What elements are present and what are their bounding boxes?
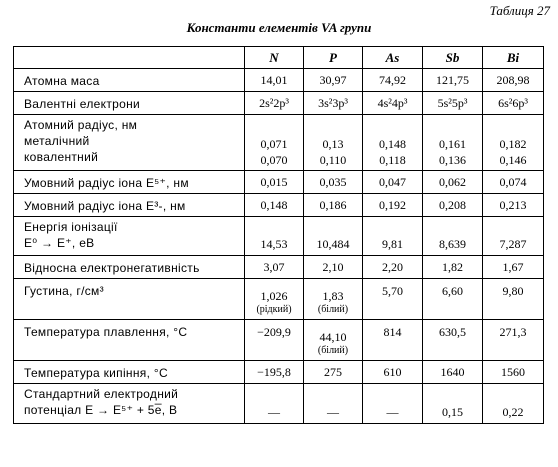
value-text: 8,639 — [439, 237, 466, 251]
row-label — [14, 171, 245, 194]
value-text: 5s²5p³ — [437, 96, 468, 110]
value-text: 0,161 0,136 — [439, 137, 466, 167]
value-text: 0,186 — [319, 198, 347, 212]
value-note: (рідкий) — [256, 304, 292, 315]
value-text: 630,5 — [439, 325, 466, 339]
value-text: 0,015 — [260, 175, 288, 189]
value-text: 0,035 — [319, 175, 347, 189]
value-cell — [423, 217, 483, 256]
value-cell — [363, 69, 423, 92]
value-cell — [363, 92, 423, 115]
row-label-line: ковалентний — [24, 150, 99, 164]
value-cell — [423, 279, 483, 320]
row-label — [14, 92, 245, 115]
value-text: 0,062 — [439, 175, 466, 189]
value-text: 3s²3p³ — [318, 96, 348, 110]
row-label — [14, 279, 245, 320]
value-cell — [423, 194, 483, 217]
value-text: 1,026 — [260, 289, 288, 303]
row-label — [14, 217, 245, 256]
row-label — [14, 115, 245, 171]
row-label — [14, 384, 245, 424]
value-text: 9,80 — [502, 284, 524, 298]
row-label-line: потенціал E → E⁵⁺ + 5e̅, B — [24, 403, 178, 417]
value-text: 74,92 — [379, 73, 406, 87]
value-text: 6,60 — [442, 284, 463, 298]
value-text: 0,148 0,118 — [379, 137, 406, 167]
value-cell — [363, 115, 423, 171]
table-row — [14, 320, 544, 361]
row-label — [14, 320, 245, 361]
value-cell — [483, 69, 544, 92]
value-cell — [483, 115, 544, 171]
value-cell — [245, 92, 304, 115]
value-cell — [423, 115, 483, 171]
row-label-line: Умовний радіус іона E³-, нм — [24, 199, 186, 213]
value-text: 208,98 — [496, 73, 530, 87]
value-cell — [245, 361, 304, 384]
value-text: 2,20 — [382, 260, 403, 274]
value-cell — [304, 194, 363, 217]
row-label-line: металічний — [24, 134, 90, 148]
value-text: 0,22 — [502, 405, 524, 419]
table-row — [14, 217, 544, 256]
value-cell — [304, 256, 363, 279]
value-cell — [483, 171, 544, 194]
value-cell — [363, 256, 423, 279]
header-element: Sb — [423, 47, 483, 69]
table-row — [14, 115, 544, 171]
row-label-line: Атомна маса — [24, 74, 100, 88]
value-text: 0,047 — [379, 175, 406, 189]
value-text: 271,3 — [499, 325, 527, 339]
value-text: 1,67 — [502, 260, 524, 274]
value-text: 0,182 0,146 — [499, 137, 527, 167]
row-label — [14, 69, 245, 92]
value-text: — — [268, 405, 280, 419]
value-cell — [423, 320, 483, 361]
row-label-line: Умовний радіус іона E⁵⁺, нм — [24, 176, 189, 190]
value-cell — [245, 279, 304, 320]
value-text: 1,83 — [322, 289, 344, 303]
value-text: 121,75 — [436, 73, 469, 87]
value-text: 3,07 — [263, 260, 285, 274]
table-row — [14, 92, 544, 115]
row-label — [14, 361, 245, 384]
value-text: 2s²2p³ — [259, 96, 289, 110]
value-text: 14,01 — [260, 73, 288, 87]
table-row — [14, 69, 544, 92]
table-row — [14, 256, 544, 279]
table-number: Таблиця 27 — [489, 3, 550, 18]
row-label — [14, 256, 245, 279]
value-text: 0,074 — [499, 175, 527, 189]
row-label-line: Енергія іонізації — [24, 220, 118, 234]
value-cell — [363, 384, 423, 424]
header-element: As — [363, 47, 423, 69]
value-cell — [304, 384, 363, 424]
value-cell — [483, 279, 544, 320]
value-cell — [304, 217, 363, 256]
value-text: 4s²4p³ — [377, 96, 408, 110]
value-text: −195,8 — [257, 365, 291, 379]
value-text: 1560 — [501, 365, 525, 379]
row-label — [14, 194, 245, 217]
value-cell — [423, 361, 483, 384]
header-element: N — [245, 47, 304, 69]
value-cell — [363, 194, 423, 217]
value-text: — — [386, 405, 399, 419]
value-cell — [304, 361, 363, 384]
table-body — [14, 69, 544, 424]
row-label-line: Відносна електронегативність — [24, 261, 200, 275]
table-row — [14, 361, 544, 384]
value-text: 0,071 0,070 — [260, 137, 288, 167]
value-cell — [304, 69, 363, 92]
value-cell — [245, 115, 304, 171]
row-label-line: Густина, г/см³ — [24, 284, 104, 298]
row-label-line: Температура плавлення, °C — [24, 325, 188, 339]
value-cell — [483, 384, 544, 424]
element-constants-table — [13, 46, 544, 424]
header-element: P — [304, 47, 363, 69]
value-cell — [304, 171, 363, 194]
value-cell — [423, 256, 483, 279]
value-cell — [363, 279, 423, 320]
header-row — [14, 47, 544, 69]
value-text: 14,53 — [260, 237, 288, 251]
value-cell — [483, 194, 544, 217]
value-cell — [483, 217, 544, 256]
value-cell — [245, 256, 304, 279]
value-cell — [483, 320, 544, 361]
value-cell — [245, 217, 304, 256]
header-label-cell — [14, 47, 245, 69]
value-text: 1,82 — [442, 260, 463, 274]
value-text: 814 — [383, 325, 402, 339]
value-cell — [304, 320, 363, 361]
value-text: 0,13 0,110 — [319, 137, 347, 167]
value-text: 0,148 — [260, 198, 288, 212]
value-note: (білий) — [317, 304, 349, 315]
value-cell — [304, 92, 363, 115]
value-cell — [363, 361, 423, 384]
table-row — [14, 384, 544, 424]
value-cell — [483, 92, 544, 115]
value-text: 0,208 — [439, 198, 466, 212]
value-cell — [483, 361, 544, 384]
value-cell — [423, 384, 483, 424]
value-text: −209,9 — [257, 325, 291, 339]
value-text: 610 — [383, 365, 402, 379]
row-label-line: Валентні електрони — [24, 97, 141, 111]
value-text: 0,213 — [499, 198, 527, 212]
table-row — [14, 279, 544, 320]
value-cell — [245, 69, 304, 92]
table-row — [14, 171, 544, 194]
table-caption: Константи елементів VA групи — [186, 20, 372, 35]
table-row — [14, 194, 544, 217]
value-cell — [423, 69, 483, 92]
value-text: 2,10 — [322, 260, 344, 274]
value-cell — [363, 171, 423, 194]
value-text: 10,484 — [316, 237, 350, 251]
value-cell — [423, 171, 483, 194]
value-text: 275 — [324, 365, 342, 379]
value-cell — [304, 279, 363, 320]
value-cell — [304, 115, 363, 171]
row-label-line: E⁰ → E⁺, eB — [24, 236, 95, 250]
value-text: — — [327, 405, 339, 419]
value-text: 6s²6p³ — [498, 96, 528, 110]
value-cell — [245, 194, 304, 217]
value-text: 5,70 — [382, 284, 403, 298]
value-note: (білий) — [317, 345, 349, 356]
row-label-line: Стандартний електродний — [24, 387, 179, 401]
value-text: 7,287 — [499, 237, 527, 251]
value-text: 30,97 — [319, 73, 347, 87]
value-cell — [363, 320, 423, 361]
row-label-line: Атомний радіус, нм — [24, 118, 138, 132]
value-cell — [245, 384, 304, 424]
header-element: Bi — [483, 47, 544, 69]
value-text: 1640 — [440, 365, 465, 379]
value-cell — [483, 256, 544, 279]
value-cell — [423, 92, 483, 115]
value-cell — [245, 320, 304, 361]
value-cell — [363, 217, 423, 256]
value-text: 0,15 — [442, 405, 463, 419]
value-cell — [245, 171, 304, 194]
value-text: 0,192 — [379, 198, 406, 212]
row-label-line: Температура кипіння, °C — [24, 366, 168, 380]
value-text: 44,10 — [319, 330, 347, 344]
value-text: 9,81 — [382, 237, 403, 251]
